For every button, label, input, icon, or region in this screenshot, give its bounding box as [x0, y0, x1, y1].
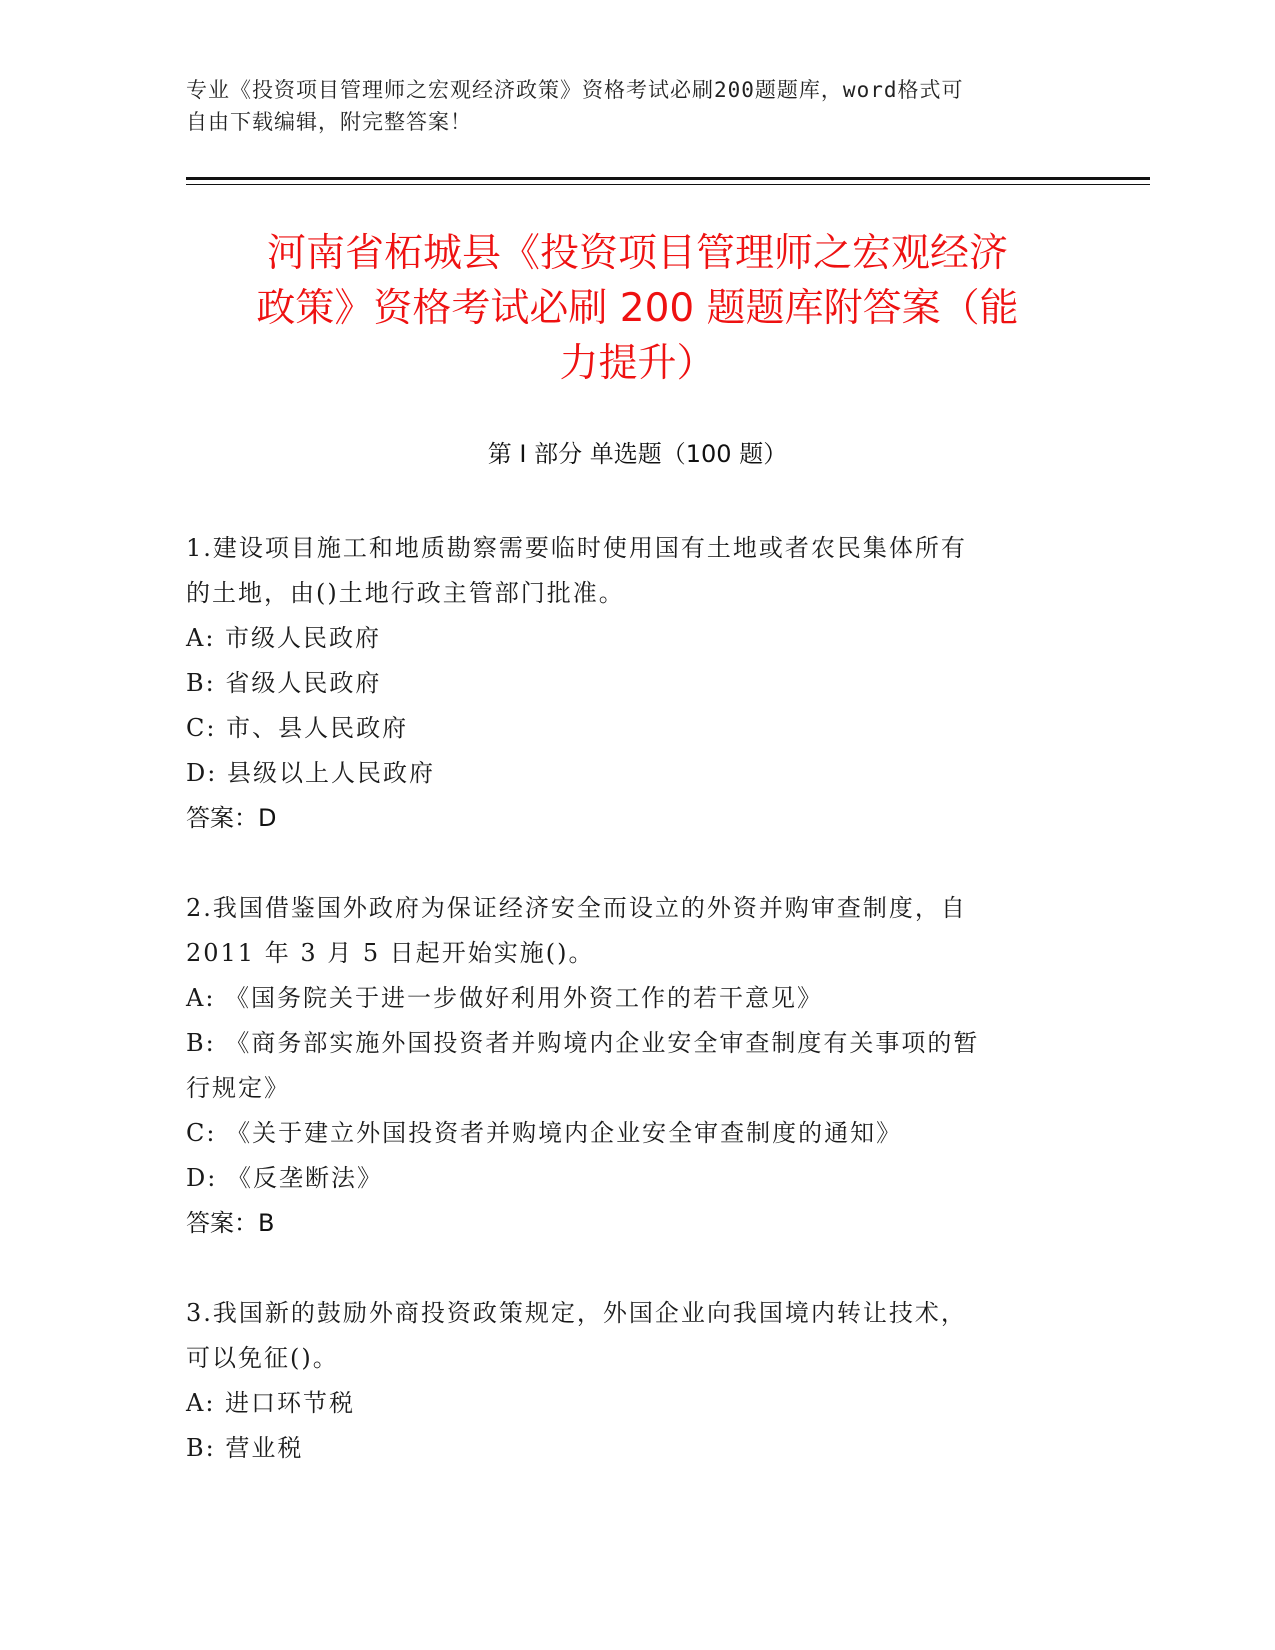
- header-note-line-2: 自由下载编辑，附完整答案！: [186, 110, 472, 134]
- question-stem-line: 的土地，由()土地行政主管部门批准。: [186, 579, 625, 607]
- answer-line: 答案：D: [186, 804, 277, 832]
- question-1: [186, 526, 1066, 841]
- question-2: [186, 886, 1066, 1246]
- question-stem-line: 2011 年 3 月 5 日起开始实施()。: [186, 939, 595, 967]
- header-note: [186, 74, 1066, 138]
- option-d: D: 县级以上人民政府: [186, 759, 435, 787]
- option-a: A: 《国务院关于进一步做好利用外资工作的若干意见》: [186, 984, 824, 1012]
- option-c: C: 市、县人民政府: [186, 714, 409, 742]
- document-title: [186, 226, 1089, 391]
- section-heading: 第 I 部分 单选题（100 题）: [487, 440, 788, 468]
- title-line-3: 力提升）: [559, 341, 716, 386]
- question-stem-line: 可以免征()。: [186, 1344, 339, 1372]
- option-a: A: 进口环节税: [186, 1389, 356, 1417]
- option-b: B: 营业税: [186, 1434, 304, 1462]
- header-note-line-1: 专业《投资项目管理师之宏观经济政策》资格考试必刷200题题库，word格式可: [186, 78, 964, 102]
- option-d: D: 《反垄断法》: [186, 1164, 383, 1192]
- question-stem-line: 2.我国借鉴国外政府为保证经济安全而设立的外资并购审查制度，自: [186, 894, 967, 922]
- title-line-1: 河南省柘城县《投资项目管理师之宏观经济: [266, 231, 1008, 276]
- title-line-2: 政策》资格考试必刷 200 题题库附答案（能: [256, 286, 1019, 331]
- question-stem-line: 3.我国新的鼓励外商投资政策规定，外国企业向我国境内转让技术，: [186, 1299, 967, 1327]
- question-stem-line: 1.建设项目施工和地质勘察需要临时使用国有土地或者农民集体所有: [186, 534, 967, 562]
- option-b: B: 《商务部实施外国投资者并购境内企业安全审查制度有关事项的暂: [186, 1029, 980, 1057]
- option-a: A: 市级人民政府: [186, 624, 382, 652]
- option-b-continued: 行规定》: [186, 1074, 290, 1102]
- answer-line: 答案：B: [186, 1209, 275, 1237]
- header-divider-thick: [186, 177, 1150, 180]
- question-3: [186, 1291, 1066, 1471]
- option-b: B: 省级人民政府: [186, 669, 382, 697]
- option-c: C: 《关于建立外国投资者并购境内企业安全审查制度的通知》: [186, 1119, 903, 1147]
- header-divider-thin: [186, 184, 1150, 185]
- question-list: [186, 526, 1066, 1516]
